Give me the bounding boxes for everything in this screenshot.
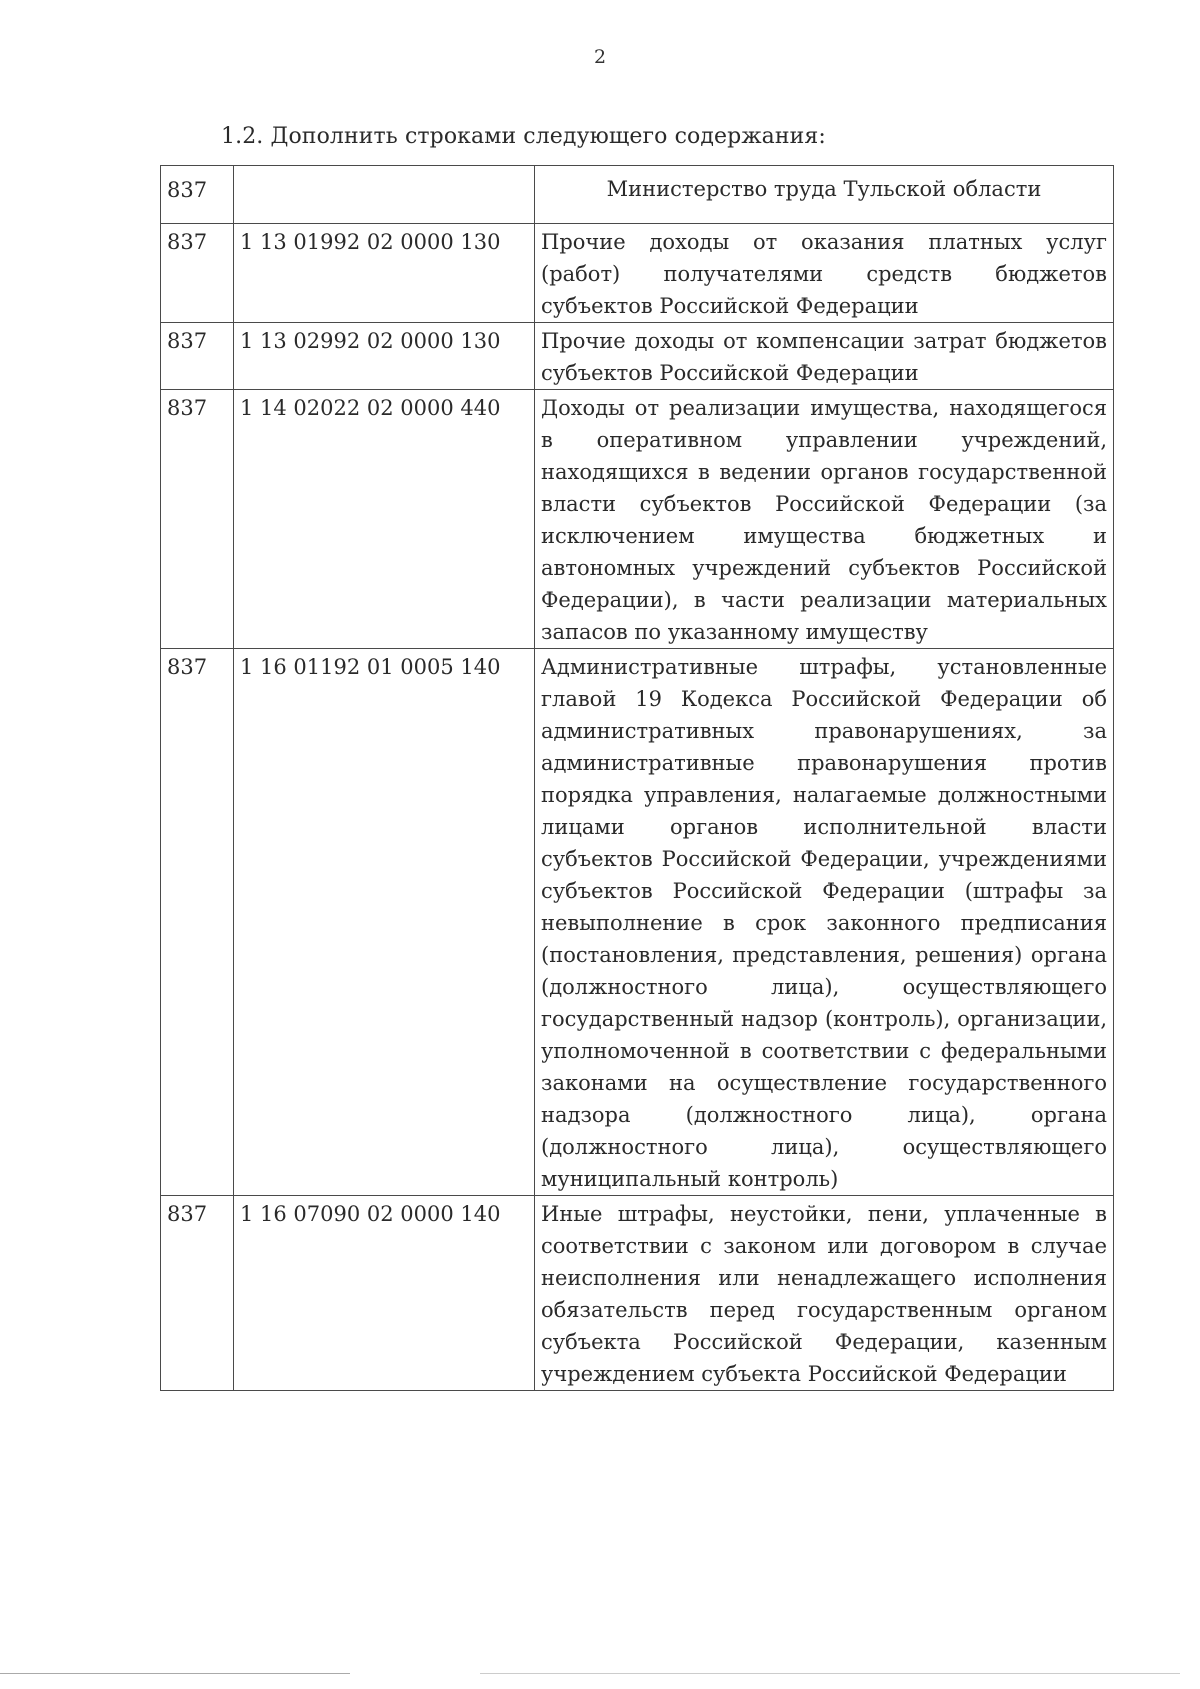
table-row	[161, 649, 1114, 1196]
table-row	[161, 1196, 1114, 1391]
admin-code-cell: 837	[161, 390, 234, 649]
ministry-name-cell: Министерство труда Тульской области	[535, 166, 1114, 224]
revenue-code-cell	[234, 166, 535, 224]
footer-divider	[480, 1673, 1180, 1674]
table-row	[161, 390, 1114, 649]
description-cell: Доходы от реализации имущества, находящегося в оперативном управлении учреждений, находящихся в ведении органов государственной власти субъектов Российской Федерации (за исключением имущества бюджетных и автономных учреждений субъектов Российской Федерации), в части реализации материальных запасов по указанному имуществу	[535, 390, 1114, 649]
revenue-code-cell: 1 14 02022 02 0000 440	[234, 390, 535, 649]
description-cell: Прочие доходы от оказания платных услуг (работ) получателями средств бюджетов субъектов Российской Федерации	[535, 224, 1114, 323]
revenue-code-cell: 1 16 07090 02 0000 140	[234, 1196, 535, 1391]
revenue-codes-table	[160, 165, 1114, 1391]
footer-divider	[0, 1673, 350, 1674]
table-row	[161, 224, 1114, 323]
admin-code-cell: 837	[161, 649, 234, 1196]
admin-code-cell: 837	[161, 224, 234, 323]
revenue-code-cell: 1 13 01992 02 0000 130	[234, 224, 535, 323]
revenue-code-cell: 1 13 02992 02 0000 130	[234, 323, 535, 390]
description-cell: Административные штрафы, установленные главой 19 Кодекса Российской Федерации об административных правонарушениях, за административные правонарушения против порядка управления, налагаемые должностными лицами органов исполнительной власти субъектов Российской Федерации, учреждениями субъектов Российской Федерации (штрафы за невыполнение в срок законного предписания (постановления, представления, решения) органа (должностного лица), осуществляющего государственный надзор (контроль), организации, уполномоченной в соответствии с федеральными законами на осуществление государственного надзора (должностного лица), органа (должностного лица), осуществляющего муниципальный контроль)	[535, 649, 1114, 1196]
admin-code-cell: 837	[161, 166, 234, 224]
admin-code-cell: 837	[161, 323, 234, 390]
page-number: 2	[593, 46, 607, 68]
description-cell: Иные штрафы, неустойки, пени, уплаченные в соответствии с законом или договором в случае неисполнения или ненадлежащего исполнения обязательств перед государственным органом субъекта Российской Федерации, казенным учреждением субъекта Российской Федерации	[535, 1196, 1114, 1391]
revenue-code-cell: 1 16 01192 01 0005 140	[234, 649, 535, 1196]
admin-code-cell: 837	[161, 1196, 234, 1391]
table-row-ministry	[161, 166, 1114, 224]
intro-paragraph: 1.2. Дополнить строками следующего содержания:	[221, 124, 826, 149]
table-row	[161, 323, 1114, 390]
description-cell: Прочие доходы от компенсации затрат бюджетов субъектов Российской Федерации	[535, 323, 1114, 390]
